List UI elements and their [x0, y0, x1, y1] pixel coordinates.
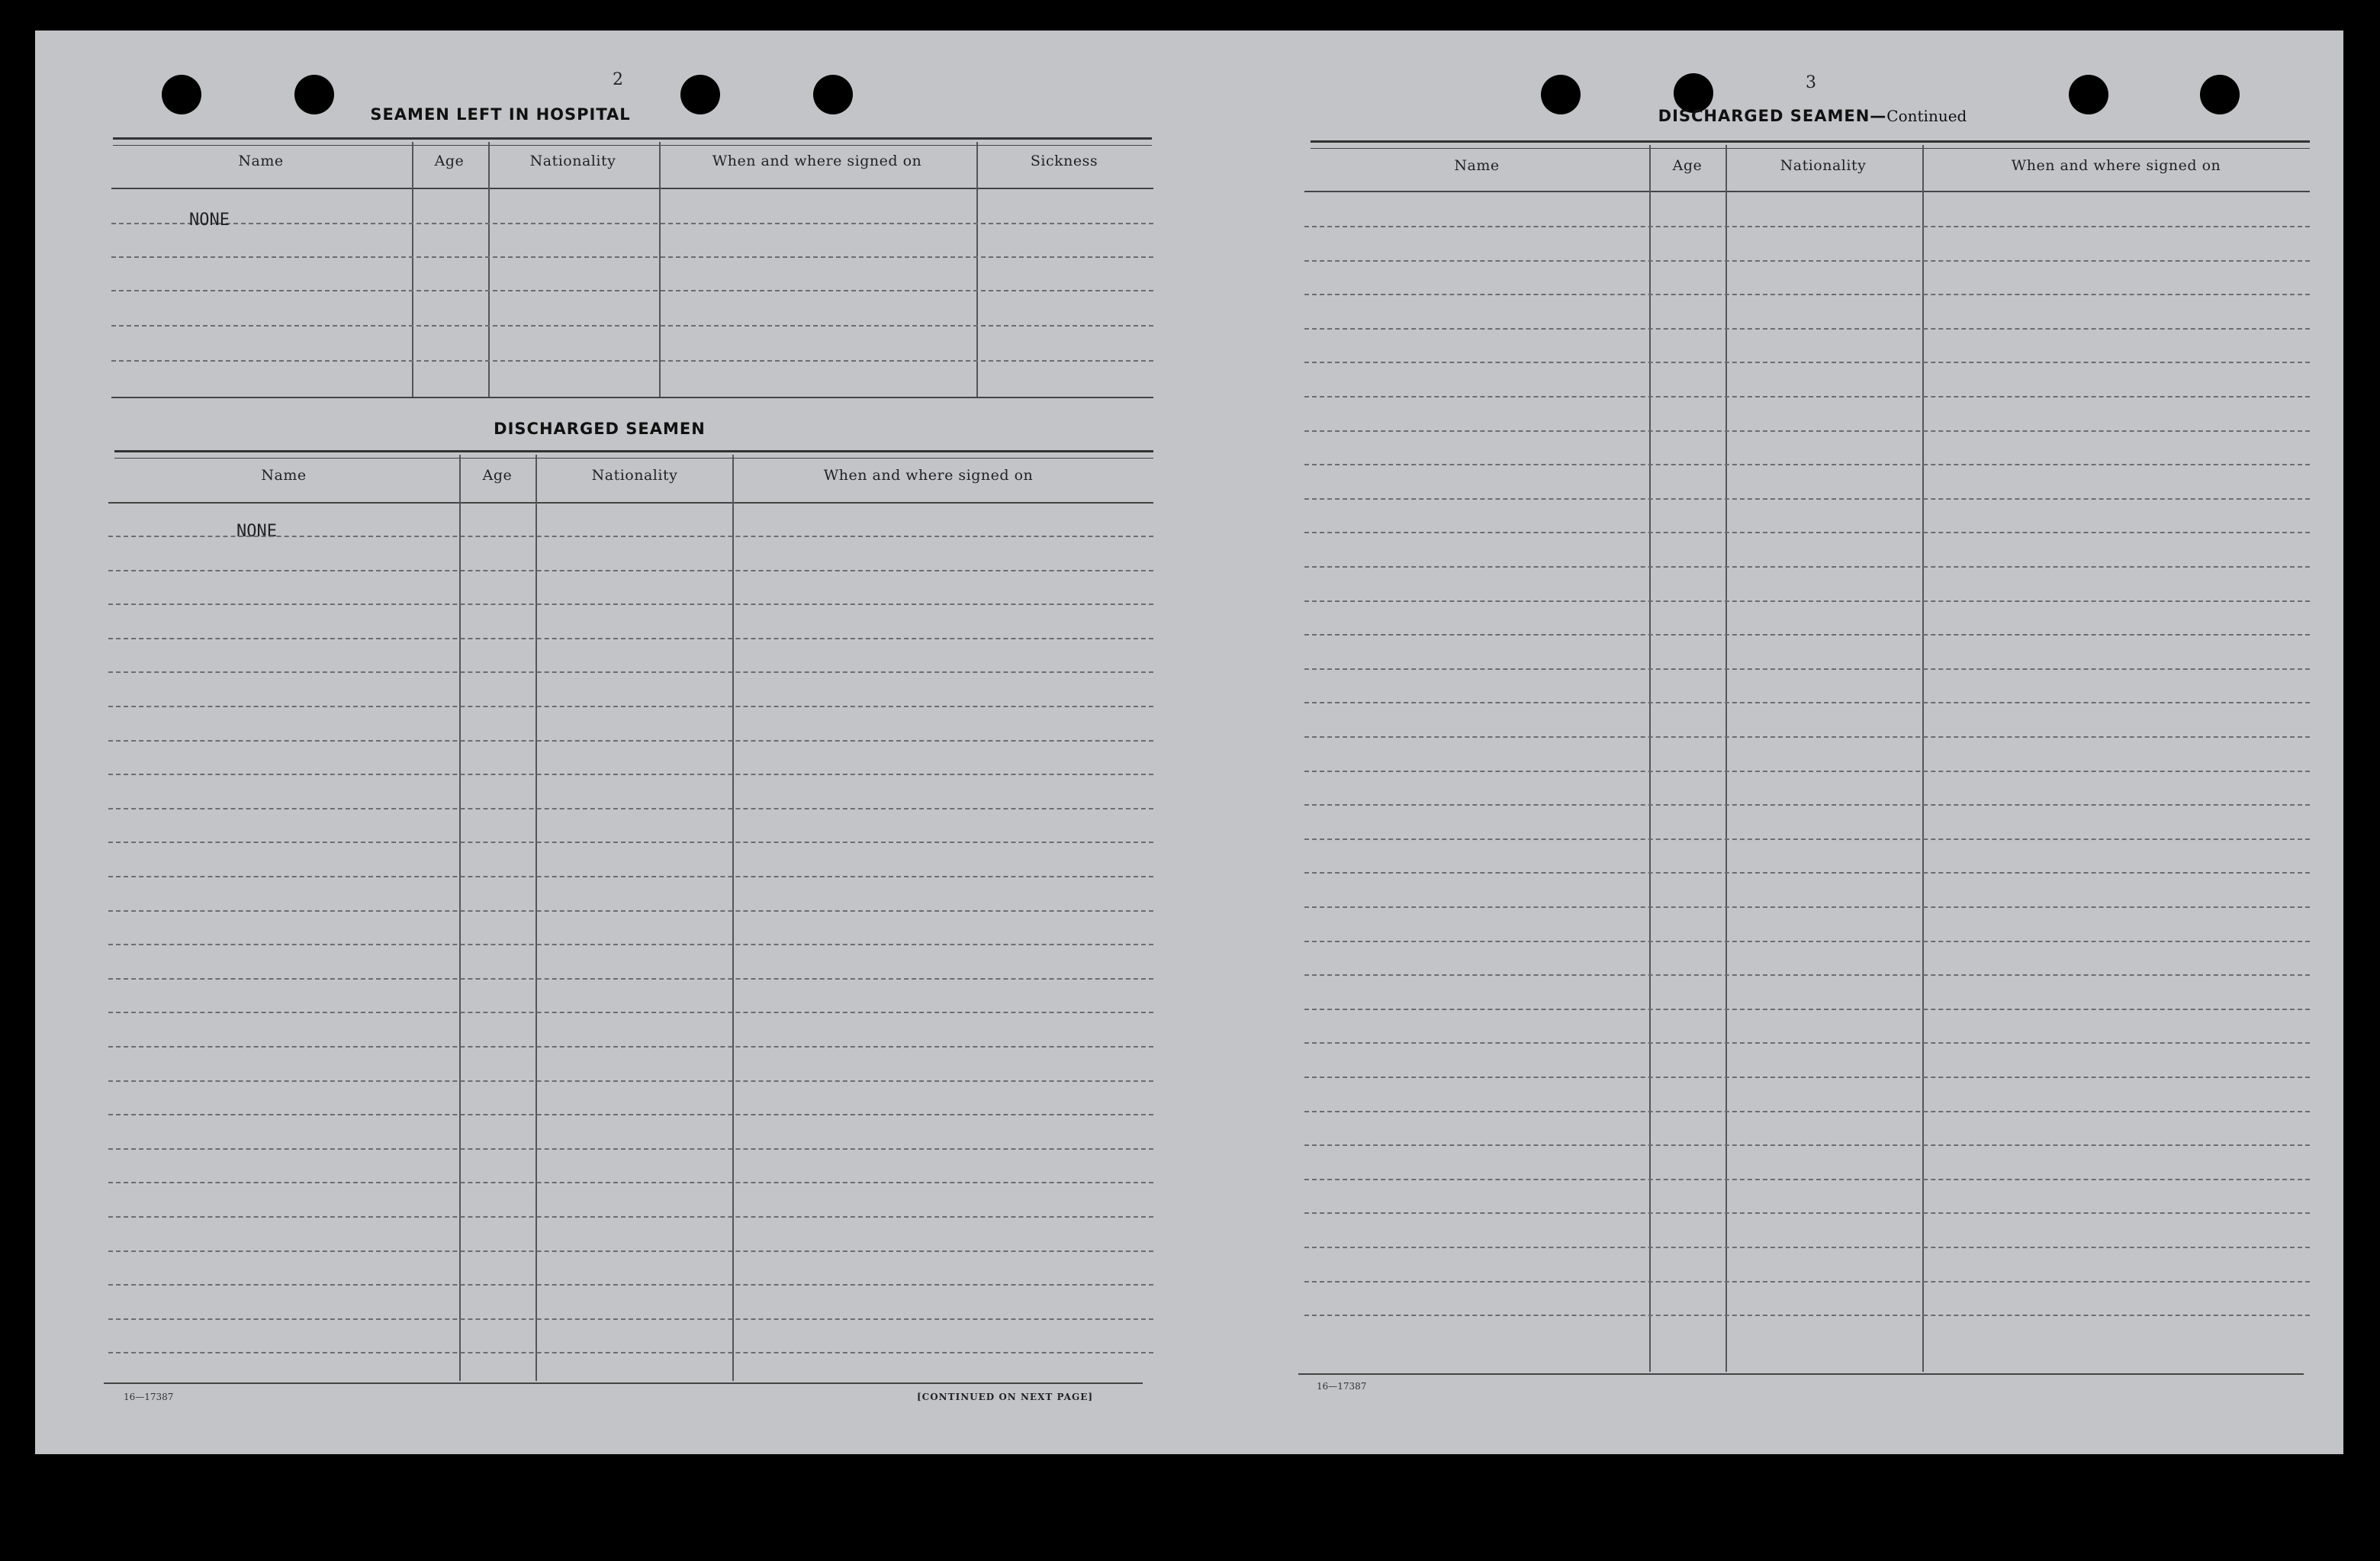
hospital-name-entry: NONE	[189, 211, 230, 230]
table-row-line	[108, 1046, 1153, 1048]
table-row-line	[1304, 600, 2310, 602]
table-row-line	[1304, 362, 2310, 363]
table-row-line	[1304, 702, 2310, 703]
right-page	[1225, 31, 2343, 1454]
hospital-col-age: Age	[434, 153, 465, 169]
hospital-row-line	[111, 256, 1153, 258]
discharged-continued-title-text: DISCHARGED SEAMEN—	[1658, 107, 1887, 125]
table-row-line	[1304, 1009, 2310, 1010]
table-row-line	[1304, 838, 2310, 840]
hospital-col-nationality: Nationality	[529, 153, 616, 169]
table-row-line	[1304, 430, 2310, 432]
right-col-nationality: Nationality	[1780, 157, 1867, 174]
discharged-section-title: DISCHARGED SEAMEN	[494, 420, 706, 438]
table-row-line	[1304, 1247, 2310, 1248]
table-row-line	[108, 1012, 1153, 1013]
right-col-name: Name	[1454, 157, 1500, 174]
table-row-line	[1304, 328, 2310, 330]
table-row-line	[1304, 872, 2310, 874]
continued-note: [CONTINUED ON NEXT PAGE]	[917, 1392, 1094, 1402]
left-page	[35, 31, 1179, 1454]
table-row-line	[108, 1284, 1153, 1286]
table-row-line	[1304, 464, 2310, 465]
discharged-header-rule	[108, 502, 1153, 504]
hospital-col-name: Name	[238, 153, 284, 169]
table-row-line	[1304, 498, 2310, 500]
hospital-row-line	[111, 290, 1153, 291]
table-row-line	[108, 1114, 1153, 1115]
hospital-top-rule	[113, 137, 1152, 146]
table-row-line	[108, 808, 1153, 809]
discharged-col-age: Age	[482, 467, 513, 484]
right-top-rule	[1311, 140, 2310, 149]
page-number: 2	[613, 70, 623, 89]
table-row-line	[108, 706, 1153, 707]
discharged-col-divider	[732, 455, 734, 1381]
table-row-line	[108, 1250, 1153, 1252]
table-row-line	[1304, 906, 2310, 908]
table-row-line	[1304, 941, 2310, 942]
hospital-section-title: SEAMEN LEFT IN HOSPITAL	[370, 105, 631, 124]
table-row-line	[1304, 294, 2310, 295]
form-number: 16—17387	[1317, 1381, 1367, 1392]
discharged-bottom-rule	[104, 1382, 1143, 1384]
continued-label: Continued	[1886, 107, 1967, 125]
table-row-line	[108, 1080, 1153, 1082]
table-row-line	[108, 1318, 1153, 1320]
table-row-line	[108, 638, 1153, 639]
hospital-row-line	[111, 360, 1153, 362]
table-row-line	[1304, 1212, 2310, 1214]
table-row-line	[108, 1216, 1153, 1218]
discharged-name-entry: NONE	[236, 522, 277, 541]
table-row-line	[108, 842, 1153, 843]
hospital-header-rule	[111, 188, 1153, 189]
table-row-line	[1304, 1315, 2310, 1316]
table-row-line	[108, 774, 1153, 775]
table-row-line	[1304, 566, 2310, 568]
hospital-col-sickness: Sickness	[1030, 153, 1098, 169]
table-row-line	[1304, 804, 2310, 806]
table-row-line	[1304, 1144, 2310, 1146]
table-row-line	[1304, 1042, 2310, 1044]
hospital-col-signed-on: When and where signed on	[712, 153, 922, 169]
right-col-age: Age	[1672, 157, 1703, 174]
hospital-row-line	[111, 223, 1153, 224]
hospital-row-line	[111, 325, 1153, 327]
table-row-line	[108, 876, 1153, 877]
discharged-col-signed-on: When and where signed on	[823, 467, 1034, 484]
right-bottom-rule	[1298, 1373, 2304, 1375]
table-row-line	[1304, 736, 2310, 738]
table-row-line	[108, 740, 1153, 742]
table-row-line	[1304, 532, 2310, 533]
table-row-line	[108, 603, 1153, 605]
discharged-col-divider	[536, 455, 537, 1381]
table-row-line	[1304, 668, 2310, 670]
table-row-line	[1304, 1111, 2310, 1112]
table-row-line	[1304, 226, 2310, 227]
table-row-line	[108, 910, 1153, 912]
hospital-bottom-rule	[111, 397, 1153, 398]
discharged-continued-title	[1591, 107, 2034, 125]
table-row-line	[1304, 260, 2310, 262]
table-row-line	[1304, 1077, 2310, 1078]
document-sheet	[35, 31, 2343, 1454]
table-row-line	[108, 570, 1153, 571]
table-row-line	[108, 1352, 1153, 1353]
table-row-line	[1304, 634, 2310, 636]
discharged-col-name: Name	[261, 467, 307, 484]
discharged-col-divider	[459, 455, 461, 1381]
table-row-line	[1304, 771, 2310, 772]
right-header-rule	[1304, 191, 2310, 192]
right-col-signed-on: When and where signed on	[2011, 157, 2221, 174]
table-row-line	[1304, 1281, 2310, 1283]
table-row-line	[108, 1182, 1153, 1183]
table-row-line	[1304, 1179, 2310, 1180]
table-row-line	[108, 1148, 1153, 1150]
page-number: 3	[1806, 73, 1816, 92]
table-row-line	[108, 671, 1153, 673]
table-row-line	[1304, 396, 2310, 397]
table-row-line	[1304, 974, 2310, 976]
form-number: 16—17387	[124, 1392, 174, 1402]
table-row-line	[108, 536, 1153, 537]
discharged-col-nationality: Nationality	[591, 467, 678, 484]
table-row-line	[108, 944, 1153, 945]
discharged-top-rule	[114, 450, 1153, 459]
table-row-line	[108, 978, 1153, 980]
